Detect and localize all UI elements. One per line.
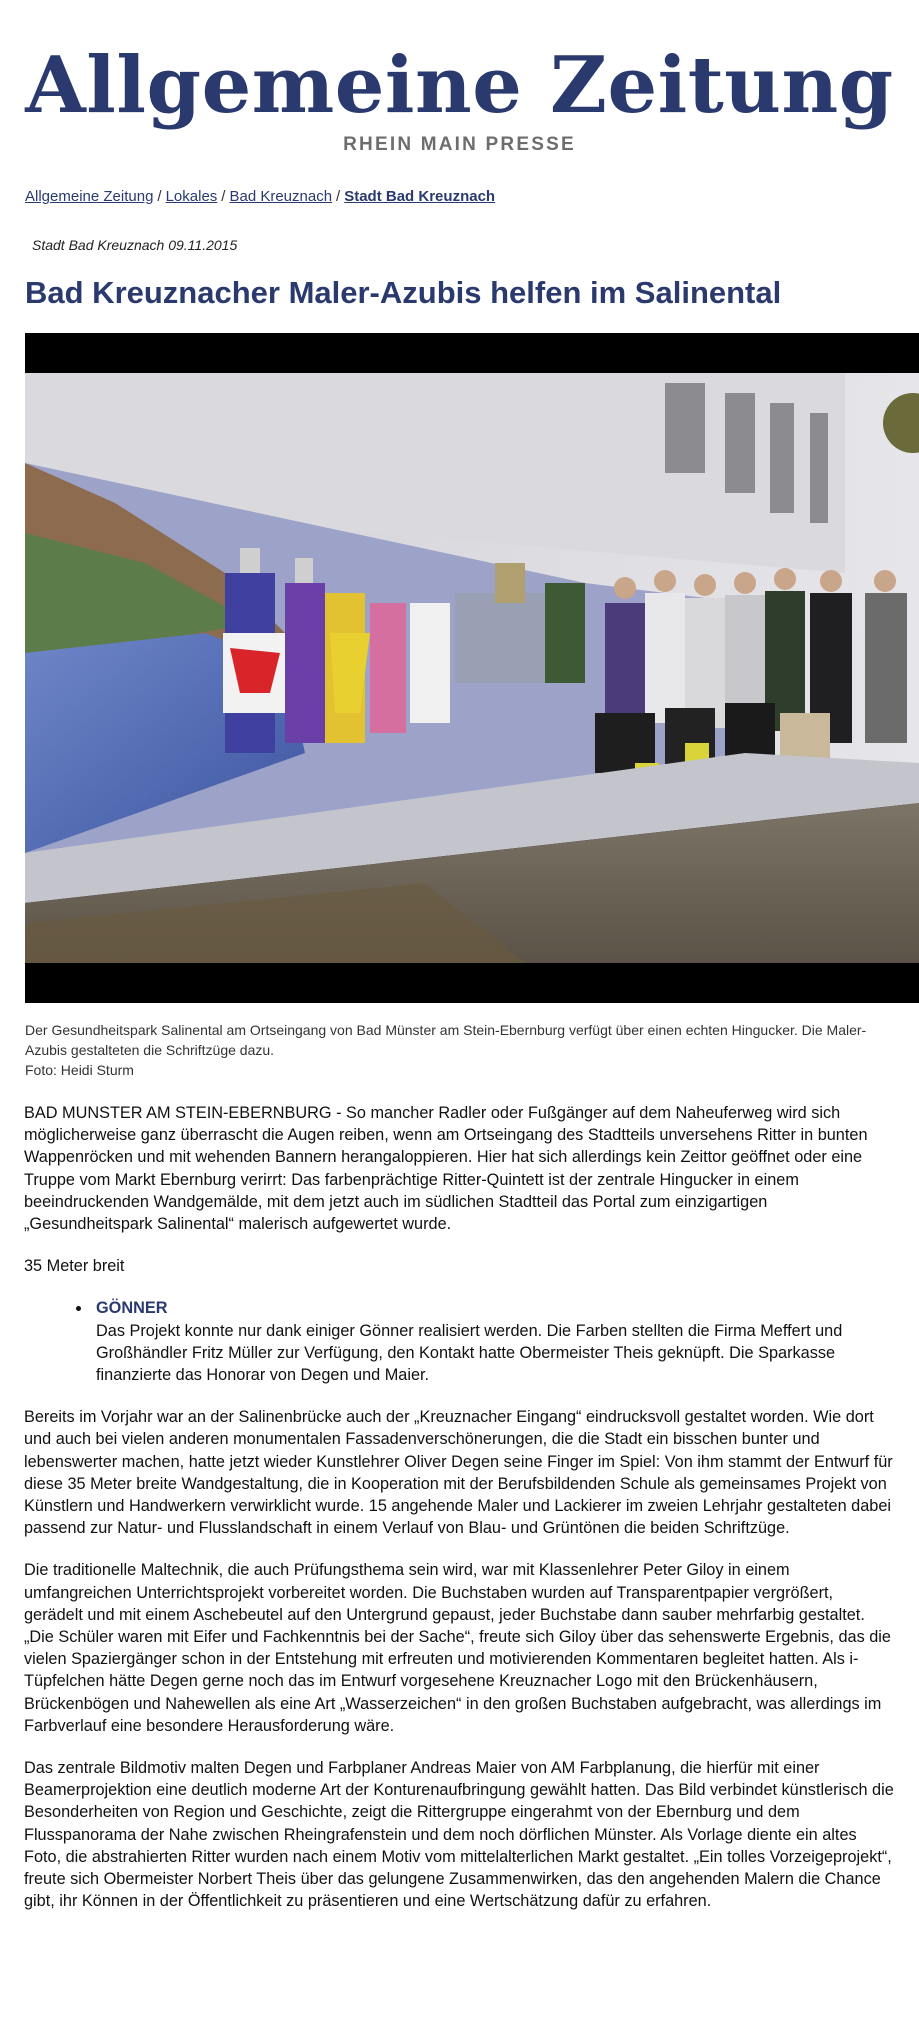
photo-credit: Foto: Heidi Sturm (25, 1062, 134, 1078)
info-box-text: Das Projekt konnte nur dank einiger Gönner realisiert werden. Die Farben stellten die Firma Meffert und Großhändler Fritz Müller zur Verfügung, den Kontakt hatte Obermeister Theis geknüpft. Die Sparkasse finanzierte das Honorar von Degen und Maier. (96, 1321, 843, 1385)
article-paragraph: Die traditionelle Maltechnik, die auch Prüfungsthema sein wird, war mit Klassenlehrer Peter Giloy in einem umfangreichen Unterrichtsprojekt vorbereitet worden. Die Buchstaben wurden auf Transparentpapier vergrößert, gerädelt und mit einem Aschebeutel auf den Untergrund gepaust, jeder Buchstabe dann sauber mehrfarbig gestaltet. „Die Schüler waren mit Eifer und Fachkenntnis bei der Sache“, freute sich Giloy über das sehenswerte Ergebnis, das die vielen Spaziergänger schon in der Entstehung mit erfreuten und motivierenden Kommentaren begleitet hatten. Als i-Tüpfelchen hätte Degen gerne noch das im Entwurf vorgesehene Kreuznacher Logo mit den Brückenhäusern, Brückenbögen und Nahewellen als eine Art „Wasserzeichen“ in den großen Buchstaben aufgebracht, was allerdings im Farbverlauf eine besondere Herausforderung wäre. (24, 1561, 891, 1735)
article-paragraph: Das zentrale Bildmotiv malten Degen und Farbplaner Andreas Maier von AM Farbplanung, die hierfür mit einer Beamerprojektion eine deutlich moderne Art der Konturenaufbringung gewählt hatten. Das Bild verbindet künstlerisch die Besonderheiten von Region und Geschichte, zeigt die Rittergruppe eingerahmt von der Ebernburg und dem Flusspanorama der Nahe zwischen Rheingrafenstein und dem noch dörflichen Münster. Als Vorlage diente ein altes Foto, die abstrahierten Ritter wurden nach einem Motiv vom mittelalterlichen Markt gestaltet. „Ein tolles Vorzeigeprojekt“, freute sich Obermeister Norbert Theis über das gelungene Zusammenwirken, das den angehenden Malern die Chance gibt, ihr Können in der Öffentlichkeit zu präsentieren und eine Wertschätzung dafür zu erfahren. (24, 1759, 894, 1911)
article-lead: BAD MUNSTER AM STEIN-EBERNBURG - So mancher Radler oder Fußgänger auf dem Naheuferweg wird sich möglicherweise ganz überrascht die Augen reiben, wenn am Ortseingang des Stadtteils unversehens Ritter in bunten Wappenröcken und mit wehenden Bannern herangaloppieren. Hier hat sich allerdings kein Zeittor geöffnet oder eine Truppe vom Markt Ebernburg verirrt: Das farbenprächtige Ritter-Quintett ist der zentrale Hingucker in einem beeindruckenden Wandgemälde, mit dem jetzt auch im südlichen Stadtteil das Portal zum einzigartigen „Gesundheitspark Salinental“ malerisch aufgewertet wurde. (24, 1104, 868, 1234)
photo-caption (25, 1020, 905, 1080)
article-paragraph: Bereits im Vorjahr war an der Salinenbrücke auch der „Kreuznacher Eingang“ eindrucksvoll gestaltet worden. Wie dort und auch bei vielen anderen monumentalen Fassadenverschönerungen, die die Stadt ein bisschen bunter und lebenswerter machen, hatte jetzt wieder Kunstlehrer Oliver Degen seine Finger im Spiel: Von ihm stammt der Entwurf für diese 35 Meter breite Wandgestaltung, die in Kooperation mit der Berufsbildenden Schule als gemeinsames Projekt von Künstlern und Handwerkern verwirklicht wurde. 15 angehende Maler und Lackierer im zweien Lehrjahr gestalteten dabei passend zur Natur- und Flusslandschaft in einem Verlauf von Blau- und Grüntönen die beiden Schriftzüge. (24, 1408, 893, 1538)
breadcrumb-separator: / (221, 188, 226, 205)
breadcrumb-separator: / (157, 188, 162, 205)
article-headline: Bad Kreuznacher Maler-Azubis helfen im Salinental (25, 275, 782, 310)
breadcrumb-separator: / (336, 188, 341, 205)
info-box-item (92, 1297, 894, 1386)
breadcrumb-link-bad-kreuznach[interactable]: Bad Kreuznach (229, 188, 333, 205)
breadcrumb-link-lokales[interactable]: Lokales (165, 188, 218, 205)
article-photo[interactable] (25, 333, 919, 1003)
info-box-title: • GÖNNER (96, 1299, 168, 1318)
breadcrumb (25, 188, 495, 205)
masthead[interactable] (0, 38, 919, 156)
masthead-subtitle: RHEIN MAIN PRESSE (343, 134, 576, 155)
mural-photo-illustration (25, 333, 919, 1003)
breadcrumb-link-home[interactable]: Allgemeine Zeitung (25, 188, 154, 205)
article-subhead: 35 Meter breit (24, 1257, 125, 1276)
photo-caption-text: Der Gesundheitspark Salinental am Ortseingang von Bad Münster am Stein-Ebernburg verfügt über einen echten Hingucker. Die Maler-Azubis gestalteten die Schriftzüge dazu. (25, 1022, 867, 1058)
article-body (24, 1102, 894, 1933)
masthead-logo[interactable]: Allgemeine Zeitung (25, 40, 894, 131)
info-box (92, 1297, 894, 1386)
article-dateline: Stadt Bad Kreuznach 09.11.2015 (32, 237, 238, 253)
breadcrumb-link-stadt-bad-kreuznach[interactable]: Stadt Bad Kreuznach (344, 188, 496, 205)
